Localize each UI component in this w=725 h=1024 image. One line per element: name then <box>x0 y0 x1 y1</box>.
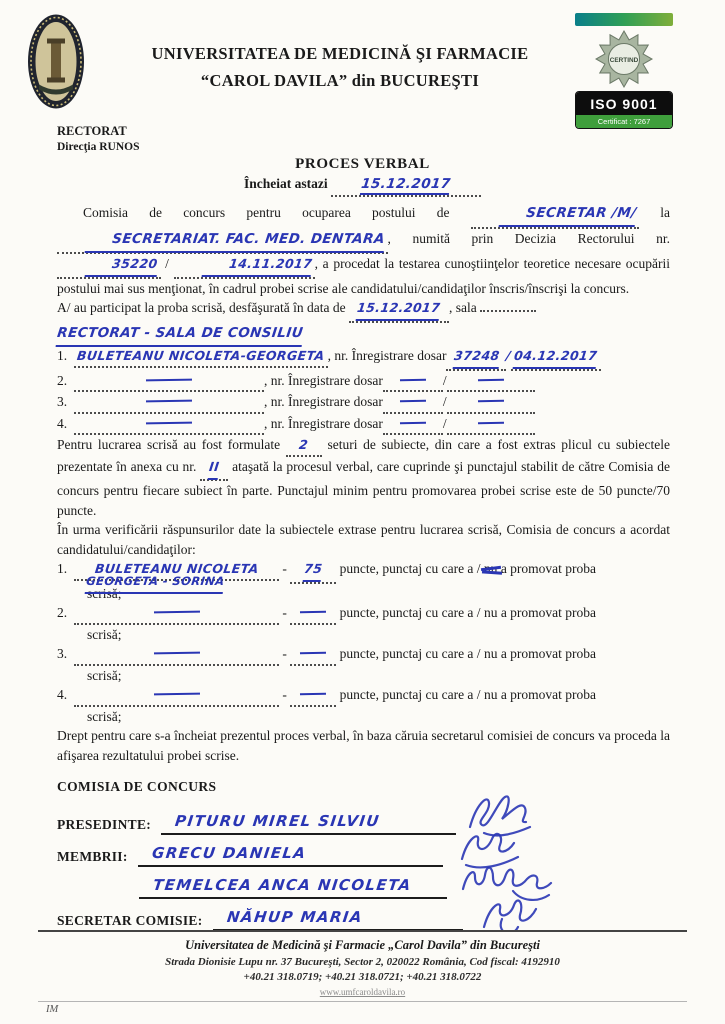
text-run: puncte, punctaj cu care a / <box>339 687 481 702</box>
text-run: , numită prin Decizia Rectorului nr. <box>387 230 670 246</box>
text-run: , nr. Înregistrare dosar <box>264 372 383 388</box>
commission-name-handwritten: NĂHUP MARIA <box>225 908 364 926</box>
seturi-fill <box>286 435 322 457</box>
points-fill <box>290 685 336 707</box>
row-number: 2. <box>57 372 68 388</box>
university-name-line2: “CAROL DAVILA” din BUCUREŞTI <box>200 71 480 90</box>
commission-name-handwritten: PITURU MIREL SILVIU <box>174 812 382 830</box>
participant-name-fill <box>74 346 328 368</box>
empty-dash-stroke <box>153 611 199 615</box>
text-run: a promovat proba <box>500 687 597 702</box>
certification-badges <box>575 13 673 129</box>
text-run: , a procedat la testarea cunoştiinţelor teoretice necesare ocupării postului mai sus menţionat, în cadrul probei scrise ale candidatului/candidaţilor înscris/înscrişi la concurs. <box>57 256 671 296</box>
dossier-number-fill <box>446 346 506 371</box>
rectorat-block <box>57 124 140 153</box>
empty-dash-stroke <box>146 378 192 382</box>
nu-struck-out <box>484 559 498 579</box>
text-run: / <box>165 256 169 271</box>
exam-date-fill <box>349 298 449 323</box>
text-run: scrisă; <box>87 667 122 683</box>
participant-name-handwritten: BULETEANU NICOLETA-GEORGETA <box>76 348 326 363</box>
iso-certificate-number: Certificat : 7267 <box>576 115 672 128</box>
post-title-fill <box>471 203 639 229</box>
participant-name-fill <box>74 392 264 414</box>
decision-number-handwritten: 35220 <box>85 254 159 277</box>
dossier-date-handwritten: 04.12.2017 <box>513 346 599 369</box>
score-name-fill <box>74 603 279 625</box>
text-run: a promovat proba <box>500 646 597 661</box>
sala-handwritten: RECTORAT - SALA DE CONSILIU <box>56 324 305 347</box>
decision-number-fill <box>57 254 161 279</box>
commission-role-label: MEMBRII: <box>57 849 128 864</box>
footer-website: www.umfcaroldavila.ro <box>319 987 406 997</box>
seturi-handwritten: 2 <box>298 437 310 452</box>
points-handwritten: 75 <box>303 559 324 582</box>
university-seal <box>27 13 85 110</box>
rectorat-label: RECTORAT <box>57 124 127 138</box>
iso-9001-badge <box>575 91 673 129</box>
exam-date-handwritten: 15.12.2017 <box>356 298 442 321</box>
empty-dash-stroke <box>400 421 426 424</box>
paragraph-closing: Drept pentru care s-a încheiat prezentul proces verbal, în baza căruia secretarul comisiei de concurs va proceda la afişarea rezultatului probei scrise. <box>57 728 670 763</box>
empty-dash-stroke <box>146 400 192 404</box>
text-run: , nr. Înregistrare dosar <box>264 394 383 409</box>
score-row-1 <box>57 559 670 603</box>
participant-name-fill <box>74 414 264 436</box>
anexa-handwritten: II <box>208 457 221 480</box>
empty-dash-stroke <box>153 693 199 697</box>
text-run: / <box>442 394 447 409</box>
points-fill <box>290 559 336 584</box>
initials-note: IM <box>46 1004 59 1015</box>
department-handwritten: SECRETARIAT. FAC. MED. DENTARA <box>85 230 386 253</box>
signature-line <box>138 843 443 867</box>
dossier-number-fill <box>383 371 443 393</box>
text-run: scrisă; <box>87 585 122 601</box>
footer-university-name: Universitatea de Medicină şi Farmacie „Carol Davila” din Bucureşti <box>185 938 540 952</box>
dossier-date-fill <box>447 392 535 414</box>
certind-badge <box>575 30 673 88</box>
decision-date-fill <box>174 254 315 279</box>
signature-line <box>139 875 447 899</box>
footer-phones: +40.21 318.0719; +40.21 318.0721; +40.21 318.0722 <box>243 971 482 983</box>
empty-dash-stroke <box>400 400 426 403</box>
row-number: 3. <box>57 394 68 409</box>
text-run: ataşată la procesul verbal, care cuprinde şi punctajul stabilit de către Comisia de concurs pentru fiecare subiect în parte. Punctajul minim pentru promovarea probei scrise este de 50 puncte/70 puncte. <box>57 458 671 518</box>
text-run: nu <box>483 646 498 661</box>
text-run: - <box>282 561 287 576</box>
text-run: - <box>282 687 287 702</box>
certind-label: CERTIND <box>609 57 639 65</box>
incheiat-line <box>0 176 725 197</box>
document-body <box>57 203 670 937</box>
points-fill <box>290 603 336 625</box>
text-run: puncte, punctaj cu care a / <box>339 605 481 620</box>
commission-name-handwritten: TEMELCEA ANCA NICOLETA <box>151 876 413 894</box>
row-number: 1. <box>57 348 68 363</box>
sala-dotted-fill <box>480 310 536 312</box>
text-run: la <box>660 205 671 220</box>
empty-dash-stroke <box>153 652 199 656</box>
footer-rule <box>38 1001 687 1002</box>
document-title: PROCES VERBAL <box>295 156 430 172</box>
score-name-fill <box>74 559 279 588</box>
anexa-fill <box>200 457 228 482</box>
dossier-number-fill <box>383 392 443 414</box>
text-run: A/ au participat la proba scrisă, desfăşurată în data de <box>57 300 346 315</box>
decision-date-handwritten: 14.11.2017 <box>201 254 313 277</box>
text-run: a promovat proba <box>500 605 597 620</box>
incheiat-date-handwritten: 15.12.2017 <box>360 176 452 195</box>
text-run: , sala <box>449 300 477 315</box>
dossier-number-handwritten: 37248 <box>452 346 500 369</box>
text-run: - <box>282 646 287 661</box>
participant-row-2 <box>57 371 670 393</box>
text-run: - <box>282 605 287 620</box>
commission-heading: COMISIA DE CONCURS <box>57 779 217 794</box>
empty-dash-stroke <box>478 421 504 424</box>
row-number: 4. <box>57 415 68 431</box>
score-name-handwritten: BULETEANU NICOLETA <box>93 561 260 576</box>
text-run: puncte, punctaj cu care a / <box>339 646 481 661</box>
text-run: / <box>442 372 447 388</box>
participant-row-3 <box>57 392 670 414</box>
score-row-4 <box>57 685 670 726</box>
empty-dash-stroke <box>478 400 504 403</box>
footer <box>38 930 687 1012</box>
text-run: a promovat proba <box>500 561 597 576</box>
commission-name-handwritten: GRECU DANIELA <box>150 844 308 862</box>
dossier-slash-handwritten: / <box>505 348 513 363</box>
footer-address: Strada Dionisie Lupu nr. 37 Bucureşti, Sector 2, 020022 România, Cod fiscal: 4192910 <box>165 956 560 968</box>
participant-name-fill <box>74 371 264 393</box>
empty-dash-stroke <box>146 421 192 425</box>
empty-dash-stroke <box>300 611 326 614</box>
text-run: Pentru lucrarea scrisă au fost formulate <box>57 437 281 452</box>
text-run: În urma verificării răspunsurilor date la subiectele extrase pentru lucrarea scrisă, Comisia de concurs a acordat candidatului/candidaţilor: <box>57 522 670 557</box>
directia-runos-label: Direcţia RUNOS <box>57 141 140 153</box>
commission-role-label: PRESEDINTE: <box>57 817 152 832</box>
text-run: puncte, punctaj cu care a / <box>339 561 481 576</box>
text-run: nu <box>483 687 498 702</box>
row-number: 4. <box>57 687 68 702</box>
post-title-handwritten: SECRETAR /M/ <box>498 204 637 227</box>
iso-9001-label: ISO 9001 <box>576 92 672 115</box>
text-run: scrisă; <box>87 626 122 642</box>
row-number: 1. <box>57 561 68 576</box>
commission-row-secretar <box>57 905 670 931</box>
dossier-date-fill <box>447 371 535 393</box>
paragraph-verificare <box>57 520 670 559</box>
empty-dash-stroke <box>478 378 504 381</box>
incheiat-prefix: Încheiat astazi <box>244 176 328 191</box>
empty-dash-stroke <box>300 652 326 655</box>
participant-row-4 <box>57 414 670 436</box>
text-run: , nr. Înregistrare dosar <box>327 348 447 363</box>
participant-row-1 <box>57 346 670 371</box>
dossier-number-fill <box>383 414 443 436</box>
paragraph-subiecte <box>57 435 670 520</box>
empty-dash-stroke <box>400 378 426 381</box>
dossier-date-fill <box>511 346 600 371</box>
text-run: Comisia de concurs pentru ocuparea postului de <box>83 205 450 220</box>
sala-line <box>57 323 670 347</box>
department-fill <box>57 229 388 255</box>
certind-star-icon <box>595 30 653 88</box>
score-name-fill <box>74 685 279 707</box>
text-run: nu <box>483 605 498 620</box>
score-name-handwritten-line2: GEORGETA - SORINA <box>85 572 226 594</box>
text-run: / <box>442 415 447 431</box>
university-name <box>100 40 580 94</box>
text-run: scrisă; <box>87 708 122 724</box>
points-fill <box>290 644 336 666</box>
text-run: , nr. Înregistrare dosar <box>264 415 383 431</box>
university-name-line1: UNIVERSITATEA DE MEDICINĂ ŞI FARMACIE <box>151 44 529 63</box>
paragraph-participare <box>57 298 670 323</box>
paragraph-intro <box>57 203 670 298</box>
text-run: nu <box>483 561 498 576</box>
signature-line <box>213 907 463 931</box>
row-number: 3. <box>57 646 68 661</box>
empty-dash-stroke <box>300 693 326 696</box>
score-name-fill <box>74 644 279 666</box>
commission-role-label: SECRETAR COMISIE: <box>57 913 203 928</box>
text-run: seturi de subiecte, din care a fost extras plicul cu subiectele prezentate în anexa cu nr. <box>57 437 670 474</box>
dossier-date-fill <box>447 414 535 436</box>
commission-row-presedinte <box>57 809 670 835</box>
certification-bar <box>575 13 673 26</box>
signature-line <box>161 811 456 835</box>
score-row-2 <box>57 603 670 644</box>
row-number: 2. <box>57 605 68 620</box>
incheiat-date-fill <box>331 176 481 197</box>
score-row-3 <box>57 644 670 685</box>
